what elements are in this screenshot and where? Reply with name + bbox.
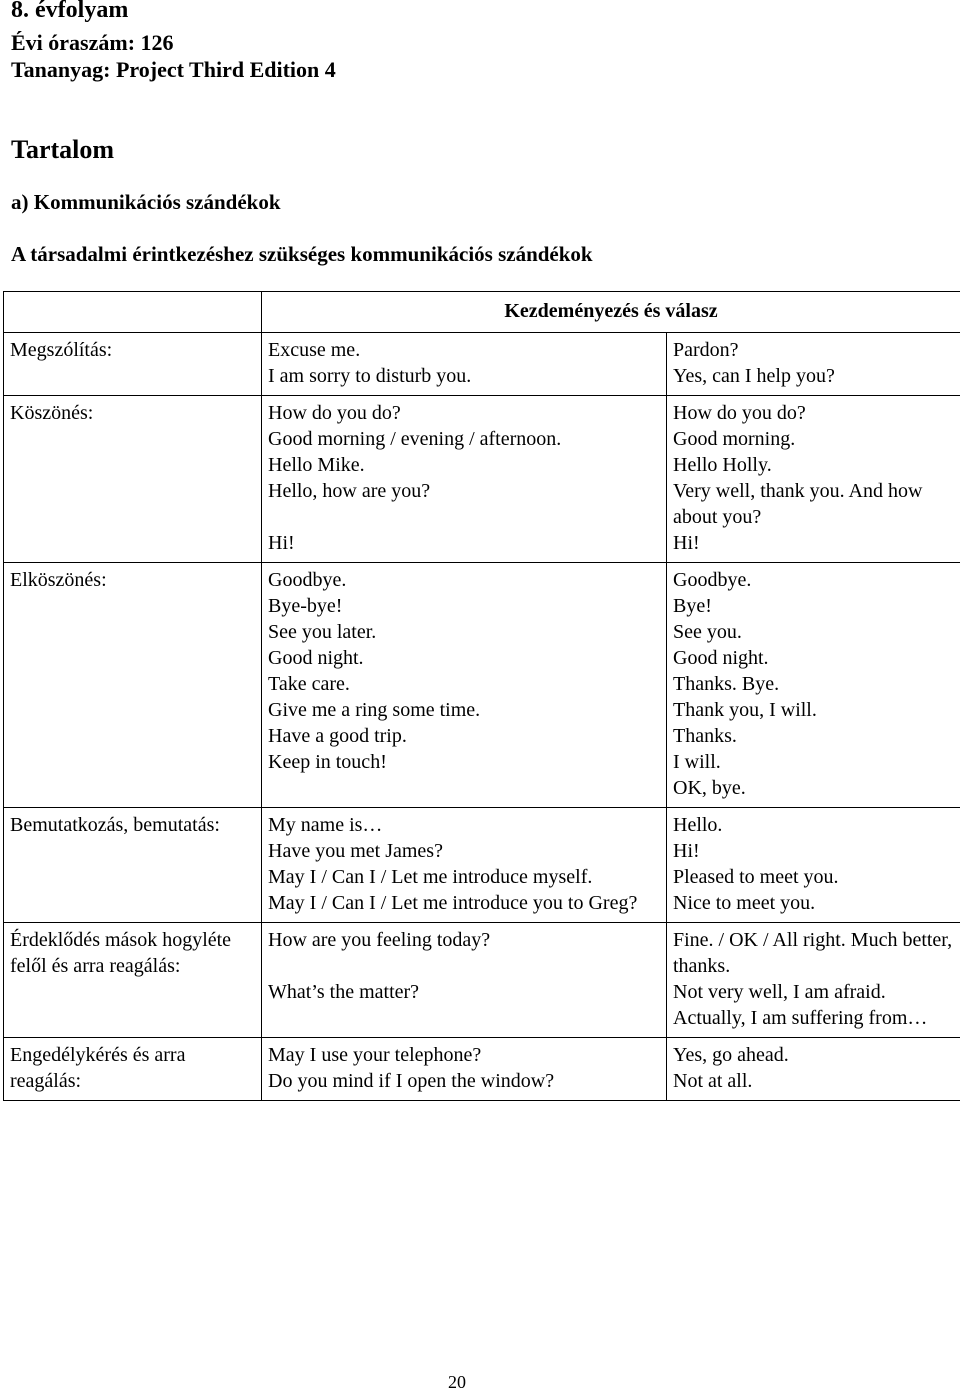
response-phrase: Not at all.	[673, 1068, 954, 1094]
response-phrase: Hi!	[673, 838, 954, 864]
initiation-cell	[262, 563, 667, 808]
response-cell	[667, 923, 960, 1038]
response-phrase: Goodbye.	[673, 567, 954, 593]
initiation-phrase: Take care.	[268, 671, 660, 697]
initiation-cell	[262, 396, 667, 563]
initiation-response-header: Kezdeményezés és válasz	[262, 292, 960, 333]
response-phrase: Fine. / OK / All right. Much better, thanks.	[673, 927, 954, 979]
response-phrase: Good night.	[673, 645, 954, 671]
initiation-phrase: Excuse me.	[268, 337, 660, 363]
function-label-cell	[4, 1038, 262, 1101]
initiation-phrase: Keep in touch!	[268, 749, 660, 775]
response-phrase: Thanks. Bye.	[673, 671, 954, 697]
response-phrase: See you.	[673, 619, 954, 645]
response-phrase: Pardon?	[673, 337, 954, 363]
response-phrase: Thanks.	[673, 723, 954, 749]
function-label: Érdeklődés mások hogyléte felől és arra reagálás:	[10, 927, 255, 979]
section-heading: a) Kommunikációs szándékok	[11, 190, 281, 215]
function-label: Köszönés:	[10, 400, 255, 426]
initiation-phrase: See you later.	[268, 619, 660, 645]
function-label-cell	[4, 563, 262, 808]
initiation-phrase: Goodbye.	[268, 567, 660, 593]
response-phrase: Actually, I am suffering from…	[673, 1005, 954, 1031]
response-phrase: Thank you, I will.	[673, 697, 954, 723]
response-phrase: Very well, thank you. And how about you?	[673, 478, 954, 530]
response-phrase: Bye!	[673, 593, 954, 619]
function-label-cell	[4, 333, 262, 396]
initiation-phrase: How do you do?	[268, 400, 660, 426]
table-header-row	[4, 292, 960, 333]
page-number	[0, 1372, 914, 1393]
response-phrase: How do you do?	[673, 400, 954, 426]
function-label-cell	[4, 808, 262, 923]
function-label: Engedélykérés és arra reagálás:	[10, 1042, 255, 1094]
response-cell	[667, 808, 960, 923]
initiation-phrase	[268, 504, 660, 530]
table-row	[4, 333, 960, 396]
response-phrase: Nice to meet you.	[673, 890, 954, 916]
initiation-cell	[262, 1038, 667, 1101]
initiation-phrase: Good night.	[268, 645, 660, 671]
initiation-cell	[262, 808, 667, 923]
initiation-phrase: Hello, how are you?	[268, 478, 660, 504]
function-label-cell	[4, 923, 262, 1038]
grade-heading: 8. évfolyam	[11, 0, 128, 24]
function-label: Bemutatkozás, bemutatás:	[10, 812, 255, 838]
table-row	[4, 808, 960, 923]
initiation-phrase: I am sorry to disturb you.	[268, 363, 660, 389]
communication-functions-table	[3, 291, 960, 1101]
response-phrase: Pleased to meet you.	[673, 864, 954, 890]
function-label: Megszólítás:	[10, 337, 255, 363]
initiation-phrase: My name is…	[268, 812, 660, 838]
course-material: Tananyag: Project Third Edition 4	[11, 57, 336, 83]
response-cell	[667, 1038, 960, 1101]
initiation-phrase: How are you feeling today?	[268, 927, 660, 953]
initiation-phrase: Bye-bye!	[268, 593, 660, 619]
response-phrase: Hi!	[673, 530, 954, 556]
initiation-phrase: Good morning / evening / afternoon.	[268, 426, 660, 452]
contents-heading: Tartalom	[11, 135, 114, 165]
initiation-phrase: Have you met James?	[268, 838, 660, 864]
initiation-phrase: Do you mind if I open the window?	[268, 1068, 660, 1094]
response-phrase: I will.	[673, 749, 954, 775]
table-body	[4, 333, 960, 1101]
response-phrase: OK, bye.	[673, 775, 954, 801]
table-row	[4, 1038, 960, 1101]
initiation-phrase: May I / Can I / Let me introduce myself.	[268, 864, 660, 890]
response-cell	[667, 563, 960, 808]
initiation-phrase: Have a good trip.	[268, 723, 660, 749]
initiation-phrase: May I use your telephone?	[268, 1042, 660, 1068]
response-phrase: Yes, can I help you?	[673, 363, 954, 389]
initiation-phrase: Hello Mike.	[268, 452, 660, 478]
function-label-cell	[4, 396, 262, 563]
initiation-phrase: Give me a ring some time.	[268, 697, 660, 723]
initiation-phrase: Hi!	[268, 530, 660, 556]
page-number-text: 20	[448, 1372, 466, 1393]
response-phrase: Yes, go ahead.	[673, 1042, 954, 1068]
response-phrase: Good morning.	[673, 426, 954, 452]
header-blank-cell	[4, 292, 262, 333]
initiation-cell	[262, 333, 667, 396]
initiation-phrase: What’s the matter?	[268, 979, 660, 1005]
response-cell	[667, 333, 960, 396]
function-label: Elköszönés:	[10, 567, 255, 593]
initiation-phrase	[268, 953, 660, 979]
response-phrase: Hello Holly.	[673, 452, 954, 478]
initiation-cell	[262, 923, 667, 1038]
response-cell	[667, 396, 960, 563]
annual-hours: Évi óraszám: 126	[11, 30, 174, 56]
table-row	[4, 923, 960, 1038]
response-phrase: Not very well, I am afraid.	[673, 979, 954, 1005]
table-row	[4, 563, 960, 808]
initiation-phrase: May I / Can I / Let me introduce you to Greg?	[268, 890, 660, 916]
response-phrase: Hello.	[673, 812, 954, 838]
table-row	[4, 396, 960, 563]
subsection-heading: A társadalmi érintkezéshez szükséges kommunikációs szándékok	[11, 242, 593, 267]
